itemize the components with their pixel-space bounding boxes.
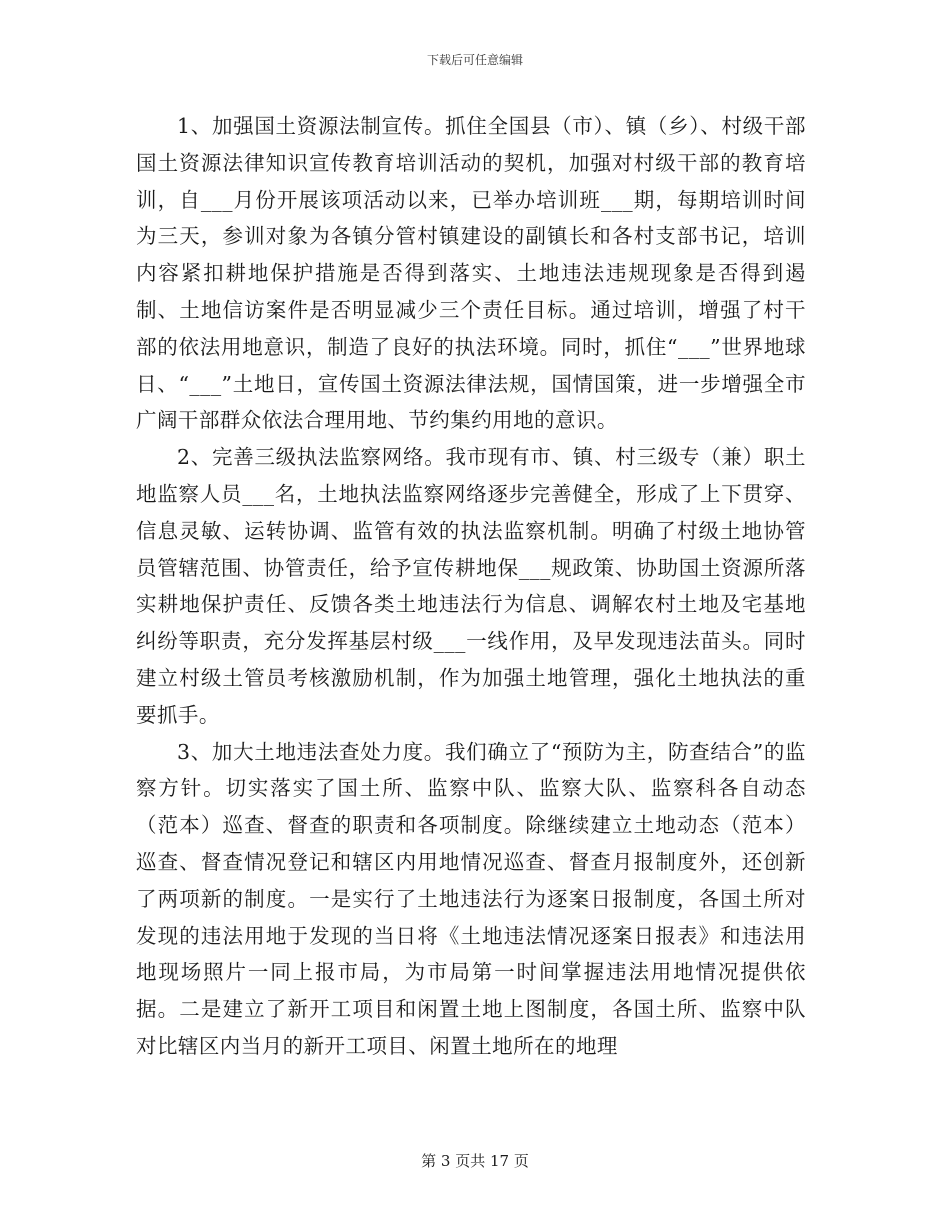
paragraph-2: 2、完善三级执法监察网络。我市现有市、镇、村三级专（兼）职土地监察人员___名，土地执法监察网络逐步完善健全，形成了上下贯穿、信息灵敏、运转协调、监管有效的执法监察机制。明确了村级土地协管员管辖范围、协管责任，给予宣传耕地保___规政策、协助国土资源所落实耕地保护责任、反馈各类土地违法行为信息、调解农村土地及宅基地纠纷等职责，充分发挥基层村级___一线作用，及早发现违法苗头。同时建立村级土管员考核激励机制，作为加强土地管理，强化土地执法的重要抓手。 [136,445,806,727]
document-body [136,108,806,1065]
paragraph-1: 1、加强国土资源法制宣传。抓住全国县（市）、镇（乡）、村级干部国土资源法律知识宣传教育培训活动的契机，加强对村级干部的教育培训，自___月份开展该项活动以来，已举办培训班___期，每期培训时间为三天，参训对象为各镇分管村镇建设的副镇长和各村支部书记，培训内容紧扣耕地保护措施是否得到落实、土地违法违规现象是否得到遏制、土地信访案件是否明显减少三个责任目标。通过培训，增强了村干部的依法用地意识，制造了良好的执法环境。同时，抓住“___”世界地球日、“___”土地日，宣传国土资源法律法规，国情国策，进一步增强全市广阔干部群众依法合理用地、节约集约用地的意识。 [136,114,806,433]
paragraph-3: 3、加大土地违法查处力度。我们确立了“预防为主，防查结合”的监察方针。切实落实了国土所、监察中队、监察大队、监察科各自动态（范本）巡查、督查的职责和各项制度。除继续建立土地动态（范本）巡查、督查情况登记和辖区内用地情况巡查、督查月报制度外，还创新了两项新的制度。一是实行了土地违法行为逐案日报制度，各国土所对发现的违法用地于发现的当日将《土地违法情况逐案日报表》和违法用地现场照片一同上报市局，为市局第一时间掌握违法用地情况提供依据。二是建立了新开工项目和闲置土地上图制度，各国土所、监察中队对比辖区内当月的新开工项目、闲置土地所在的地理 [136,739,806,1058]
page-number: 第 3 页共 17 页 [421,1152,529,1170]
page-header-note: 下载后可任意编辑 [426,53,523,67]
